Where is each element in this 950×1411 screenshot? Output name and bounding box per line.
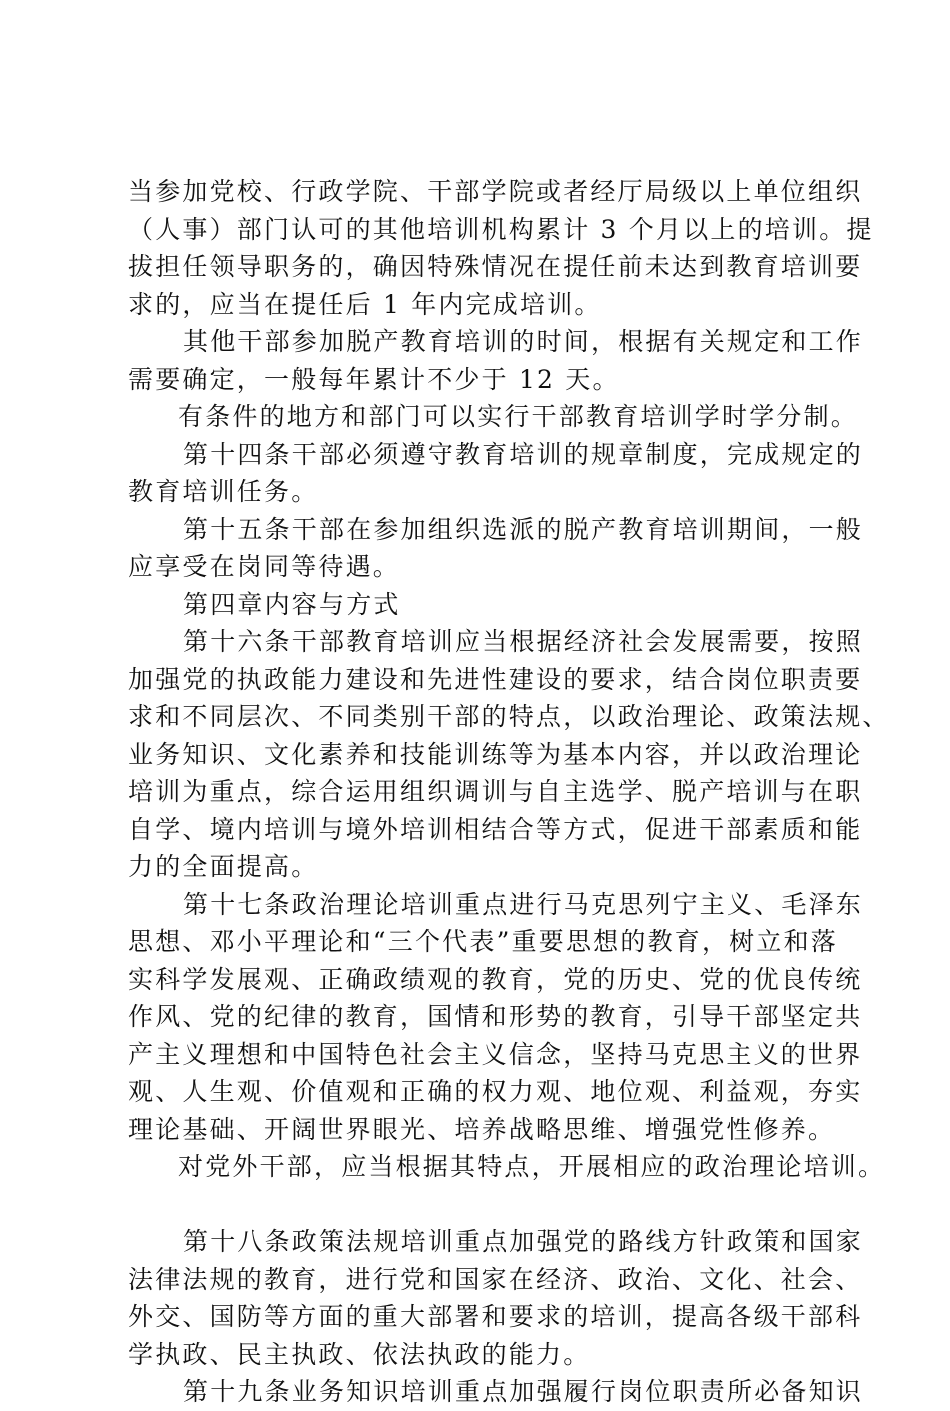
text-line: 力的全面提高。: [128, 852, 319, 881]
text-line: 外交、国防等方面的重大部署和要求的培训，提高各级干部科: [128, 1302, 863, 1331]
text-line: 实科学发展观、正确政绩观的教育，党的历史、党的优良传统: [128, 964, 863, 994]
article-14-line: 第十四条干部必须遵守教育培训的规章制度，完成规定的: [183, 439, 864, 469]
text-line: 教育培训任务。: [128, 477, 319, 506]
chapter-heading: 第四章内容与方式: [183, 589, 401, 619]
paragraph-start-line: 对党外干部，应当根据其特点，开展相应的政治理论培训。: [178, 1152, 886, 1181]
text-line: 应享受在岗同等待遇。: [128, 552, 401, 581]
blank-line: [128, 1186, 840, 1224]
paragraph-start-line: 有条件的地方和部门可以实行干部教育培训学时学分制。: [178, 402, 859, 431]
text-line: 求和不同层次、不同类别干部的特点，以政治理论、政策法规、: [128, 702, 890, 731]
text-line: 法律法规的教育，进行党和国家在经济、政治、文化、社会、: [128, 1264, 863, 1294]
text-line: 加强党的执政能力建设和先进性建设的要求，结合岗位职责要: [128, 664, 863, 694]
text-line: 求的，应当在提任后 1 年内完成培训。: [128, 289, 602, 319]
article-16-line: 第十六条干部教育培训应当根据经济社会发展需要，按照: [183, 627, 864, 656]
article-18-line: 第十八条政策法规培训重点加强党的路线方针政策和国家: [183, 1227, 864, 1256]
text-line: 产主义理想和中国特色社会主义信念，坚持马克思主义的世界: [128, 1039, 863, 1069]
text-line: 理论基础、开阔世界眼光、培养战略思维、增强党性修养。: [128, 1114, 836, 1144]
text-line: 观、人生观、价值观和正确的权力观、地位观、利益观，夯实: [128, 1077, 863, 1106]
article-17-line: 第十七条政治理论培训重点进行马克思列宁主义、毛泽东: [183, 889, 864, 919]
article-15-line: 第十五条干部在参加组织选派的脱产教育培训期间，一般: [183, 514, 864, 544]
text-line: 业务知识、文化素养和技能训练等为基本内容，并以政治理论: [128, 739, 863, 769]
text-line: 拔担任领导职务的，确因特殊情况在提任前未达到教育培训要: [128, 252, 863, 281]
text-line: 学执政、民主执政、依法执政的能力。: [128, 1339, 591, 1369]
text-line: 思想、邓小平理论和“三个代表”重要思想的教育，树立和落: [128, 927, 838, 956]
paragraph-start-line: 其他干部参加脱产教育培训的时间，根据有关规定和工作: [183, 327, 864, 356]
text-line: 培训为重点，综合运用组织调训与自主选学、脱产培训与在职: [128, 777, 863, 806]
text-line: 当参加党校、行政学院、干部学院或者经厅局级以上单位组织: [128, 177, 863, 206]
text-line: 作风、党的纪律的教育，国情和形势的教育，引导干部坚定共: [128, 1002, 863, 1031]
document-body: [128, 173, 890, 1411]
text-line: （人事）部门认可的其他培训机构累计 3 个月以上的培训。提: [128, 214, 874, 244]
text-line: 需要确定，一般每年累计不少于 12 天。: [128, 364, 620, 394]
article-19-line: 第十九条业务知识培训重点加强履行岗位职责所必备知识: [183, 1377, 864, 1406]
text-line: 自学、境内培训与境外培训相结合等方式，促进干部素质和能: [128, 814, 863, 844]
